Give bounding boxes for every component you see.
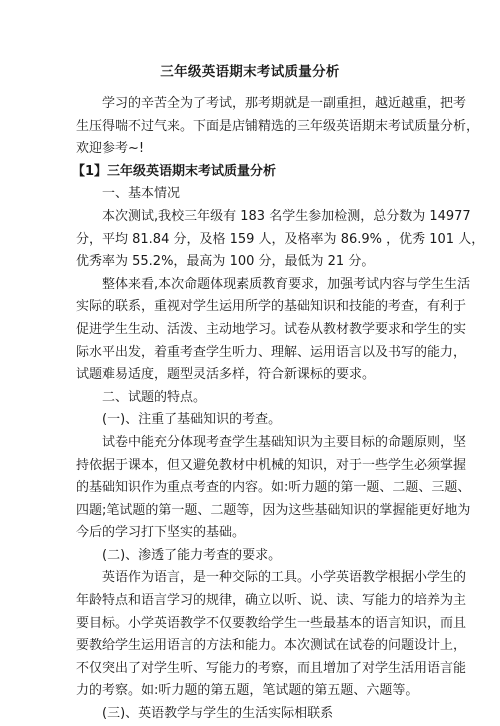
body-line: 促进学生生动、活泼、主动地学习。试卷从教材教学要求和学生的实 [76, 321, 467, 337]
body-line: (一)、注重了基础知识的考查。 [102, 412, 282, 428]
body-line: 生压得喘不过气来。下面是店铺精选的三年级英语期末考试质量分析， [76, 118, 480, 134]
body-line: 欢迎参考~! [76, 141, 145, 157]
body-line: 试题难易适度，题型灵活多样，符合新课标的要求。 [76, 367, 376, 383]
body-line: (三)、英语教学与学生的生活实际相联系 [102, 706, 334, 722]
body-line: 四题;笔试题的第一题、二题等，因为这些基础知识的掌握能更好地为 [76, 502, 471, 518]
body-line: 分，平均 81.84 分，及格 159 人，及格率为 86.9% ，优秀 101 人， [76, 231, 485, 247]
body-line: 要目标。小学英语教学不仅要教给学生一些最基本的语言知识，而且 [76, 615, 467, 631]
body-line: 持依据于课本，但又避免教材中机械的知识，对于一些学生必须掌握 [76, 457, 467, 473]
body-line: 试卷中能充分体现考查学生基础知识为主要目标的命题原则，坚 [102, 434, 467, 450]
body-line: (二)、渗透了能力考查的要求。 [102, 547, 282, 563]
body-line: 不仅突出了对学生听、写能力的考察，而且增加了对学生活用语言能 [76, 660, 467, 676]
body-line: 际水平出发，着重考查学生听力、理解、运用语言以及书写的能力， [76, 344, 467, 360]
document-body [72, 93, 485, 726]
body-line: 年龄特点和语言学习的规律，确立以听、说、读、写能力的培养为主 [76, 593, 467, 609]
body-line: 整体来看,本次命题体现素质教育要求，加强考试内容与学生生活 [102, 276, 471, 292]
body-line: 学习的辛苦全为了考试，那考期就是一副重担，越近越重，把考 [102, 96, 467, 111]
body-line: 今后的学习打下坚实的基础。 [76, 525, 246, 541]
body-line: 一、基本情况 [102, 186, 181, 202]
body-line: 要教给学生运用语言的方法和能力。本次测试在试卷的问题设计上， [76, 638, 467, 654]
document-title: 三年级英语期末考试质量分析 [160, 64, 340, 80]
body-line: 实际的联系，重视对学生运用所学的基础知识和技能的考查，有利于 [76, 299, 467, 315]
body-line: 二、试题的特点。 [102, 389, 207, 405]
body-line: 力的考察。如:听力题的第五题，笔试题的第五题、六题等。 [76, 683, 419, 699]
section-heading: 【1】三年级英语期末考试质量分析 [72, 163, 277, 179]
body-line: 优秀率为 55.2%，最高为 100 分，最低为 21 分。 [76, 254, 375, 270]
body-line: 的基础知识作为重点考查的内容。如:听力题的第一题、二题、三题、 [76, 480, 471, 496]
body-line: 英语作为语言，是一种交际的工具。小学英语教学根据小学生的 [102, 570, 467, 586]
body-line: 本次测试,我校三年级有 183 名学生参加检测，总分数为 14977 [102, 208, 471, 224]
